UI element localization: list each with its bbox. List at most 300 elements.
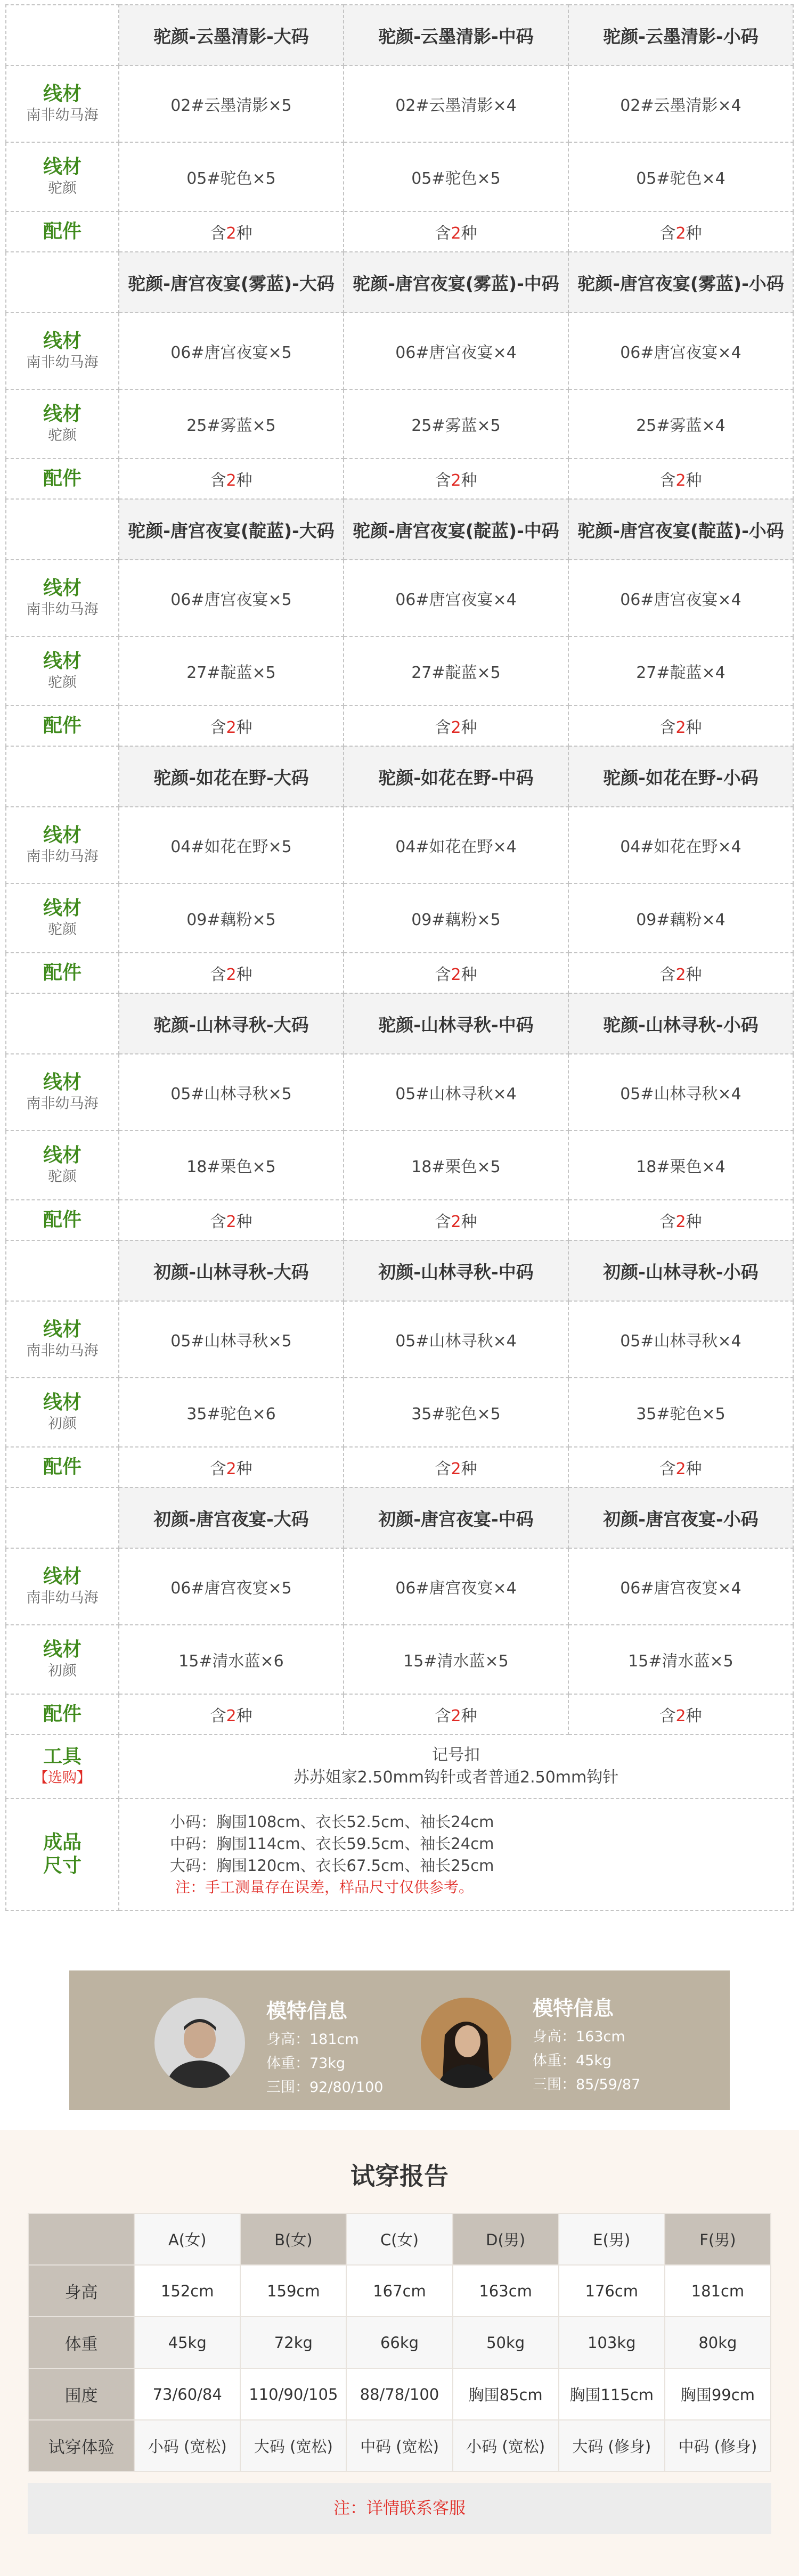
accessory-count [119,706,344,746]
accessory-suffix: 种 [686,471,702,490]
accessory-count [344,211,568,252]
accessory-row [6,953,793,993]
yarn-amount: 27#靛蓝×5 [119,636,344,706]
model-female [399,1970,730,2110]
materials-table [5,4,794,1911]
report-cell: 163cm [453,2265,559,2317]
report-title: 试穿报告 [350,2162,449,2190]
yarn-label: 线材 [43,824,81,846]
accessory-suffix: 种 [461,471,477,490]
tools-optional-note: 【选购】 [34,1770,91,1786]
yarn-label: 线材 [43,1566,81,1588]
size-spec: 中码：胸围114cm、衣长59.5cm、袖长24cm [170,1834,494,1853]
accessory-number: 2 [675,1460,686,1478]
accessory-number: 2 [451,718,461,737]
variant-header: 驼颜-唐宫夜宴(雾蓝)-小码 [568,252,793,313]
yarn-amount: 18#栗色×5 [344,1131,568,1200]
variant-header: 驼颜-如花在野-大码 [119,746,344,807]
yarn-type: 南非幼马海 [26,107,99,124]
yarn2-row [6,636,793,706]
accessory-label: 配件 [43,962,81,984]
yarn-label-cell [6,1378,119,1447]
accessory-label: 配件 [43,220,81,242]
report-cell: 110/90/105 [240,2368,346,2420]
yarn1-row [6,1301,793,1378]
report-cell: 80kg [665,2317,771,2368]
accessory-suffix: 种 [236,1460,252,1478]
yarn-amount: 05#驼色×5 [344,142,568,211]
accessory-count [344,459,568,499]
sizes-row [6,1798,793,1910]
yarn-label: 线材 [43,83,81,105]
model-female-weight: 体重：45kg [533,2052,612,2069]
sizes-label-line2: 尺寸 [43,1855,81,1877]
variant-header: 驼颜-唐宫夜宴(靛蓝)-中码 [344,499,568,560]
report-row [28,2265,771,2317]
report-cell: 大码 (宽松) [240,2420,346,2472]
yarn-amount: 18#栗色×4 [568,1131,793,1200]
size-spec: 小码：胸围108cm、衣长52.5cm、袖长24cm [170,1812,494,1831]
accessory-row [6,706,793,746]
yarn-amount: 05#山林寻秋×4 [568,1301,793,1378]
accessory-label-cell [6,1694,119,1735]
tester-header: B(女) [240,2213,346,2265]
accessory-suffix: 种 [236,718,252,737]
variant-header: 驼颜-云墨清影-大码 [119,5,344,66]
yarn-amount: 05#山林寻秋×5 [119,1054,344,1131]
report-cell: 73/60/84 [134,2368,240,2420]
accessory-label-cell [6,211,119,252]
yarn-amount: 04#如花在野×4 [344,807,568,884]
accessory-prefix: 含 [659,1460,676,1478]
accessory-suffix: 种 [686,1213,702,1231]
accessory-number: 2 [226,1460,237,1478]
accessory-label: 配件 [43,1703,81,1725]
accessory-label-cell [6,953,119,993]
tester-header: C(女) [346,2213,452,2265]
yarn-label: 线材 [43,577,81,599]
report-cell: 胸围85cm [453,2368,559,2420]
accessory-prefix: 含 [435,1460,451,1478]
accessory-count [119,459,344,499]
accessory-suffix: 种 [461,966,477,984]
variant-header: 驼颜-如花在野-小码 [568,746,793,807]
model-male-measurements: 三围：92/80/100 [266,2079,384,2096]
accessory-suffix: 种 [686,1460,702,1478]
yarn-type: 驼颜 [48,674,77,691]
yarn-amount: 02#云墨清影×4 [568,66,793,142]
yarn-amount: 18#栗色×5 [119,1131,344,1200]
yarn-amount: 25#雾蓝×5 [119,389,344,459]
model-male-height: 身高：181cm [266,2031,359,2048]
accessory-suffix: 种 [686,966,702,984]
accessory-suffix: 种 [461,718,477,737]
yarn1-row [6,807,793,884]
report-row-label: 试穿体验 [28,2420,134,2472]
accessory-count [568,459,793,499]
yarn-amount: 06#唐宫夜宴×4 [568,1548,793,1625]
accessory-prefix: 含 [210,1460,226,1478]
yarn-amount: 35#驼色×5 [568,1378,793,1447]
yarn-type: 南非幼马海 [26,1343,99,1359]
accessory-label: 配件 [43,1456,81,1478]
report-row-label: 体重 [28,2317,134,2368]
yarn-amount: 06#唐宫夜宴×4 [344,560,568,636]
corner-cell [6,1487,119,1548]
yarn-label-cell [6,636,119,706]
accessory-number: 2 [451,1707,461,1725]
yarn1-row [6,560,793,636]
yarn-label-cell [6,1131,119,1200]
yarn-amount: 09#藕粉×5 [119,884,344,953]
yarn-label: 线材 [43,650,81,672]
yarn-amount: 02#云墨清影×5 [119,66,344,142]
yarn2-row [6,1131,793,1200]
yarn-amount: 05#山林寻秋×4 [344,1301,568,1378]
accessory-suffix: 种 [236,471,252,490]
accessory-label: 配件 [43,468,81,489]
accessory-suffix: 种 [236,1707,252,1725]
yarn-amount: 05#山林寻秋×4 [568,1054,793,1131]
tester-header: A(女) [134,2213,240,2265]
yarn2-row [6,142,793,211]
accessory-prefix: 含 [435,1213,451,1231]
accessory-prefix: 含 [435,471,451,490]
variant-header: 驼颜-唐宫夜宴(靛蓝)-大码 [119,499,344,560]
report-cell: 中码 (修身) [665,2420,771,2472]
accessory-prefix: 含 [435,966,451,984]
accessory-suffix: 种 [461,224,477,243]
accessory-prefix: 含 [659,1707,676,1725]
report-row [28,2317,771,2368]
yarn-amount: 06#唐宫夜宴×4 [568,313,793,389]
variant-header: 初颜-山林寻秋-大码 [119,1240,344,1301]
yarn-amount: 05#驼色×5 [119,142,344,211]
yarn-amount: 06#唐宫夜宴×5 [119,560,344,636]
corner-cell [6,499,119,560]
report-cell: 胸围99cm [665,2368,771,2420]
yarn-label: 线材 [43,1144,81,1166]
tester-header: E(男) [559,2213,665,2265]
variant-header: 驼颜-唐宫夜宴(靛蓝)-小码 [568,499,793,560]
yarn-amount: 06#唐宫夜宴×4 [344,1548,568,1625]
accessory-row [6,1694,793,1735]
accessory-number: 2 [675,1707,686,1725]
yarn-label-cell [6,389,119,459]
yarn-amount: 25#雾蓝×5 [344,389,568,459]
report-cell: 胸围115cm [559,2368,665,2420]
group-header-row [6,499,793,560]
accessory-number: 2 [451,1460,461,1478]
yarn-amount: 09#藕粉×5 [344,884,568,953]
accessory-count [568,706,793,746]
accessory-count [344,1200,568,1240]
yarn-type: 驼颜 [48,921,77,938]
accessory-prefix: 含 [210,1213,226,1231]
yarn-amount: 04#如花在野×4 [568,807,793,884]
yarn-amount: 06#唐宫夜宴×5 [119,1548,344,1625]
yarn-type: 驼颜 [48,1168,77,1185]
report-row [28,2420,771,2472]
accessory-suffix: 种 [461,1460,477,1478]
sizes-label-line1: 成品 [43,1831,81,1853]
accessory-prefix: 含 [659,224,676,243]
accessory-suffix: 种 [236,224,252,243]
report-corner [28,2213,134,2265]
variant-header: 驼颜-唐宫夜宴(雾蓝)-大码 [119,252,344,313]
report-note: 注：详情联系客服 [28,2483,771,2534]
tester-header: D(男) [453,2213,559,2265]
yarn-type: 南非幼马海 [26,601,99,618]
accessory-number: 2 [226,1707,237,1725]
model-male [69,1970,399,2110]
accessory-row [6,459,793,499]
report-cell: 72kg [240,2317,346,2368]
accessory-prefix: 含 [435,718,451,737]
yarn-label-cell [6,884,119,953]
accessory-count [344,953,568,993]
tools-label: 工具 [43,1746,81,1768]
corner-cell [6,252,119,313]
yarn-type: 驼颜 [48,427,77,444]
accessory-number: 2 [226,471,237,490]
model-female-title: 模特信息 [533,1997,614,2020]
yarn-amount: 06#唐宫夜宴×4 [568,560,793,636]
yarn-label-cell [6,313,119,389]
yarn-amount: 35#驼色×5 [344,1378,568,1447]
yarn-type: 南非幼马海 [26,354,99,371]
accessory-label-cell [6,706,119,746]
yarn-amount: 06#唐宫夜宴×4 [344,313,568,389]
accessory-number: 2 [675,471,686,490]
accessory-number: 2 [226,224,237,243]
model-female-measurements: 三围：85/59/87 [533,2076,641,2093]
model-male-weight: 体重：73kg [266,2055,346,2072]
report-cell: 45kg [134,2317,240,2368]
accessory-prefix: 含 [210,224,226,243]
accessory-number: 2 [226,1213,237,1231]
tool-item: 苏苏姐家2.50mm钩针或者普通2.50mm钩针 [293,1768,619,1787]
tools-label-cell [6,1735,119,1798]
yarn-amount: 02#云墨清影×4 [344,66,568,142]
model-male-avatar [154,1998,245,2088]
yarn-label: 线材 [43,1639,81,1661]
variant-header: 初颜-山林寻秋-中码 [344,1240,568,1301]
yarn-amount: 05#山林寻秋×5 [119,1301,344,1378]
yarn-label: 线材 [43,403,81,425]
sizes-value-cell [119,1798,793,1910]
tools-value-cell [119,1735,793,1798]
accessory-count [344,1694,568,1735]
report-table [28,2213,771,2472]
report-cell: 小码 (宽松) [134,2420,240,2472]
variant-header: 初颜-唐宫夜宴-中码 [344,1487,568,1548]
accessory-number: 2 [675,224,686,243]
accessory-number: 2 [675,966,686,984]
accessory-suffix: 种 [236,1213,252,1231]
tools-row [6,1735,793,1798]
report-cell: 小码 (宽松) [453,2420,559,2472]
variant-header: 驼颜-山林寻秋-大码 [119,993,344,1054]
yarn-type: 南非幼马海 [26,1590,99,1606]
accessory-prefix: 含 [659,1213,676,1231]
corner-cell [6,5,119,66]
tester-header: F(男) [665,2213,771,2265]
yarn1-row [6,313,793,389]
corner-cell [6,746,119,807]
yarn-label-cell [6,1548,119,1625]
yarn-label: 线材 [43,156,81,178]
yarn-type: 南非幼马海 [26,1095,99,1112]
yarn-amount: 27#靛蓝×5 [344,636,568,706]
yarn-label-cell [6,1625,119,1694]
yarn2-row [6,884,793,953]
accessory-count [568,953,793,993]
accessory-number: 2 [451,966,461,984]
model-male-title: 模特信息 [266,1999,348,2023]
yarn-amount: 05#山林寻秋×4 [344,1054,568,1131]
report-header-row [28,2213,771,2265]
report-row [28,2368,771,2420]
model-female-height: 身高：163cm [533,2029,625,2045]
accessory-number: 2 [451,471,461,490]
yarn-amount: 15#清水蓝×5 [568,1625,793,1694]
yarn-label-cell [6,1301,119,1378]
group-header-row [6,252,793,313]
yarn-label-cell [6,66,119,142]
yarn-type: 初颜 [48,1663,77,1679]
group-header-row [6,746,793,807]
accessory-count [344,1447,568,1487]
yarn-label: 线材 [43,1319,81,1340]
accessory-prefix: 含 [659,471,676,490]
accessory-row [6,1447,793,1487]
accessory-row [6,1200,793,1240]
yarn-amount: 35#驼色×6 [119,1378,344,1447]
accessory-suffix: 种 [236,966,252,984]
accessory-suffix: 种 [461,1707,477,1725]
report-cell: 66kg [346,2317,452,2368]
sizes-label-cell [6,1798,119,1910]
accessory-count [119,1200,344,1240]
group-header-row [6,993,793,1054]
yarn-label: 线材 [43,1072,81,1093]
variant-header: 驼颜-山林寻秋-中码 [344,993,568,1054]
yarn-amount: 25#雾蓝×4 [568,389,793,459]
report-cell: 176cm [559,2265,665,2317]
yarn-label-cell [6,560,119,636]
accessory-suffix: 种 [686,224,702,243]
accessory-suffix: 种 [686,718,702,737]
accessory-prefix: 含 [659,718,676,737]
report-cell: 103kg [559,2317,665,2368]
accessory-count [568,1694,793,1735]
yarn-type: 初颜 [48,1416,77,1432]
yarn-label: 线材 [43,330,81,352]
accessory-suffix: 种 [686,1707,702,1725]
accessory-count [568,1200,793,1240]
accessory-row [6,211,793,252]
report-cell: 大码 (修身) [559,2420,665,2472]
model-info-card [69,1970,730,2110]
accessory-number: 2 [226,966,237,984]
accessory-prefix: 含 [210,1707,226,1725]
variant-header: 初颜-唐宫夜宴-大码 [119,1487,344,1548]
yarn-label: 线材 [43,1392,81,1413]
report-cell: 88/78/100 [346,2368,452,2420]
accessory-prefix: 含 [210,471,226,490]
accessory-label-cell [6,1447,119,1487]
yarn-amount: 06#唐宫夜宴×5 [119,313,344,389]
accessory-number: 2 [451,1213,461,1231]
accessory-prefix: 含 [659,966,676,984]
report-cell: 中码 (宽松) [346,2420,452,2472]
yarn-amount: 05#驼色×4 [568,142,793,211]
accessory-count [119,1447,344,1487]
accessory-count [119,1694,344,1735]
yarn1-row [6,1054,793,1131]
accessory-count [119,953,344,993]
variant-header: 驼颜-云墨清影-中码 [344,5,568,66]
yarn-label-cell [6,1054,119,1131]
accessory-label-cell [6,1200,119,1240]
size-spec: 大码：胸围120cm、衣长67.5cm、袖长25cm [170,1856,494,1875]
accessory-number: 2 [451,224,461,243]
yarn1-row [6,1548,793,1625]
accessory-prefix: 含 [435,1707,451,1725]
accessory-count [568,1447,793,1487]
report-cell: 167cm [346,2265,452,2317]
yarn-amount: 09#藕粉×4 [568,884,793,953]
report-row-label: 围度 [28,2368,134,2420]
report-cell: 50kg [453,2317,559,2368]
model-female-avatar [421,1998,511,2088]
variant-header: 驼颜-山林寻秋-小码 [568,993,793,1054]
yarn-amount: 04#如花在野×5 [119,807,344,884]
accessory-label-cell [6,459,119,499]
accessory-prefix: 含 [435,224,451,243]
accessory-label: 配件 [43,1209,81,1231]
yarn2-row [6,1625,793,1694]
variant-header: 初颜-唐宫夜宴-小码 [568,1487,793,1548]
accessory-label: 配件 [43,715,81,737]
variant-header: 驼颜-云墨清影-小码 [568,5,793,66]
accessory-count [119,211,344,252]
accessory-prefix: 含 [210,966,226,984]
variant-header: 驼颜-如花在野-中码 [344,746,568,807]
yarn-type: 驼颜 [48,180,77,197]
group-header-row [6,1487,793,1548]
accessory-suffix: 种 [461,1213,477,1231]
group-header-row [6,1240,793,1301]
yarn-label-cell [6,142,119,211]
tool-item: 记号扣 [432,1746,480,1764]
accessory-prefix: 含 [210,718,226,737]
yarn-amount: 15#清水蓝×6 [119,1625,344,1694]
report-row-label: 身高 [28,2265,134,2317]
corner-cell [6,1240,119,1301]
report-cell: 181cm [665,2265,771,2317]
variant-header: 初颜-山林寻秋-小码 [568,1240,793,1301]
report-cell: 159cm [240,2265,346,2317]
variant-header: 驼颜-唐宫夜宴(雾蓝)-中码 [344,252,568,313]
accessory-number: 2 [675,718,686,737]
group-header-row [6,5,793,66]
yarn-type: 南非幼马海 [26,848,99,865]
yarn-label-cell [6,807,119,884]
yarn-label: 线材 [43,897,81,919]
accessory-number: 2 [675,1213,686,1231]
